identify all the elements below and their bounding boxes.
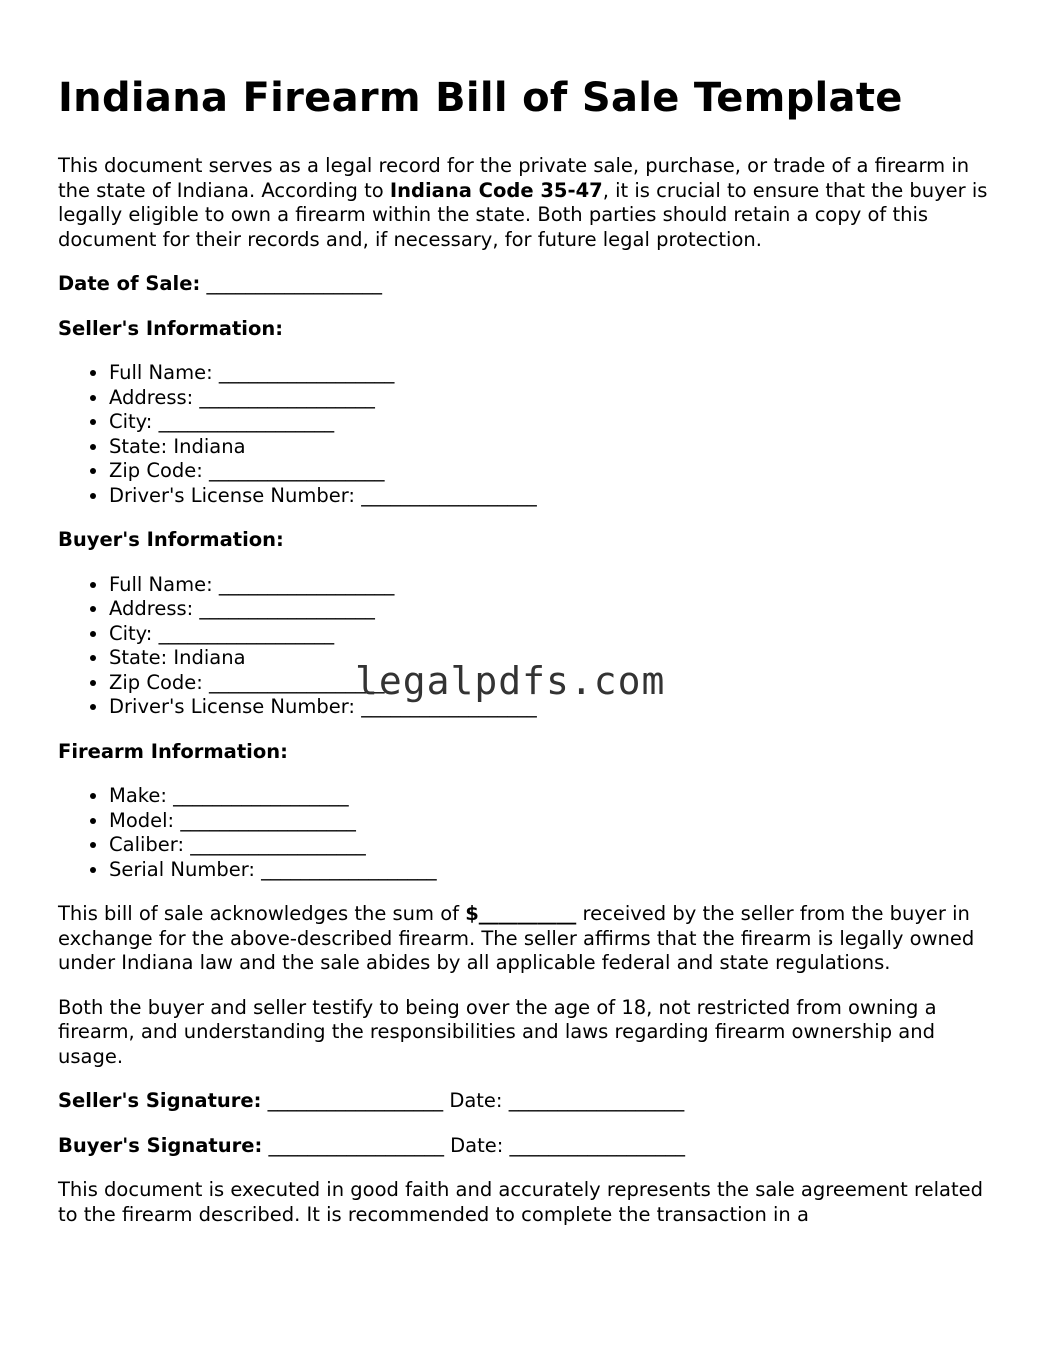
intro-text-2: , it is crucial to ensure that the buyer is legally eligible to own a firearm within the state. Both parties should retain a copy of this document for their records and, if necessary, for future legal protection. [58,178,988,251]
seller-zip-code: • Zip Code: __________________ [109,459,998,484]
seller-state: • State: Indiana [109,435,998,460]
buyer-city: • City: __________________ [109,622,998,647]
buyer-signature-line [58,1134,998,1159]
date-of-sale-blank: __________________ [206,272,382,295]
seller-signature-label: Seller's Signature: [58,1089,262,1112]
buyer-info-heading: Buyer's Information: [58,528,284,551]
buyer-full-name: • Full Name: __________________ [109,573,998,598]
firearm-info-heading: Firearm Information: [58,739,288,763]
intro-paragraph [58,154,998,252]
firearm-model: • Model: __________________ [109,809,998,834]
firearm-serial-number: • Serial Number: __________________ [109,858,998,883]
seller-info-heading: Seller's Information: [58,316,284,340]
seller-drivers-license: • Driver's License Number: __________________ [109,484,998,509]
acknowledgment-text-2: received by the seller from the buyer in exchange for the above-described firearm. The seller affirms that the firearm is legally owned under Indiana law and the sale abides by all applicable federal and state regulations. [58,902,975,974]
date-of-sale-line [58,272,998,297]
date-of-sale-label: Date of Sale: [58,272,201,295]
seller-address: • Address: __________________ [109,386,998,411]
testimony-paragraph: Both the buyer and seller testify to being over the age of 18, not restricted from owning a firearm, and understanding the responsibilities and laws regarding firearm ownership and usage. [58,995,937,1068]
seller-full-name: • Full Name: __________________ [109,361,998,386]
indiana-code-reference: Indiana Code 35-47 [389,178,603,202]
watermark: legalpdfs.com [355,659,666,703]
intro-text-1: This document serves as a legal record for the private sale, purchase, or trade of a firearm in the state of Indiana. According to [58,154,970,202]
firearm-caliber: • Caliber: __________________ [109,833,998,858]
closing-paragraph: This document is executed in good faith and accurately represents the sale agreement related to the firearm described. It is recommended to complete the transaction in a [58,1178,983,1226]
page-title: Indiana Firearm Bill of Sale Template [58,75,903,121]
sale-amount-blank: $__________ [465,902,577,925]
buyer-drivers-license: • Driver's License Number: __________________ [109,695,998,720]
buyer-zip-code: • Zip Code: __________________ [109,671,998,696]
acknowledgment-text-1: This bill of sale acknowledges the sum of [58,902,466,925]
buyer-signature-blanks: __________________ Date: __________________ [262,1133,686,1157]
acknowledgment-paragraph [58,902,998,976]
buyer-state: • State: Indiana [109,646,998,671]
seller-info-list [58,361,998,508]
seller-city: • City: __________________ [109,410,998,435]
buyer-address: • Address: __________________ [109,597,998,622]
firearm-make: • Make: __________________ [109,784,998,809]
seller-signature-line [58,1089,998,1114]
buyer-signature-label: Buyer's Signature: [58,1133,263,1157]
seller-signature-blanks: __________________ Date: __________________ [261,1089,685,1112]
firearm-info-list [58,784,998,882]
